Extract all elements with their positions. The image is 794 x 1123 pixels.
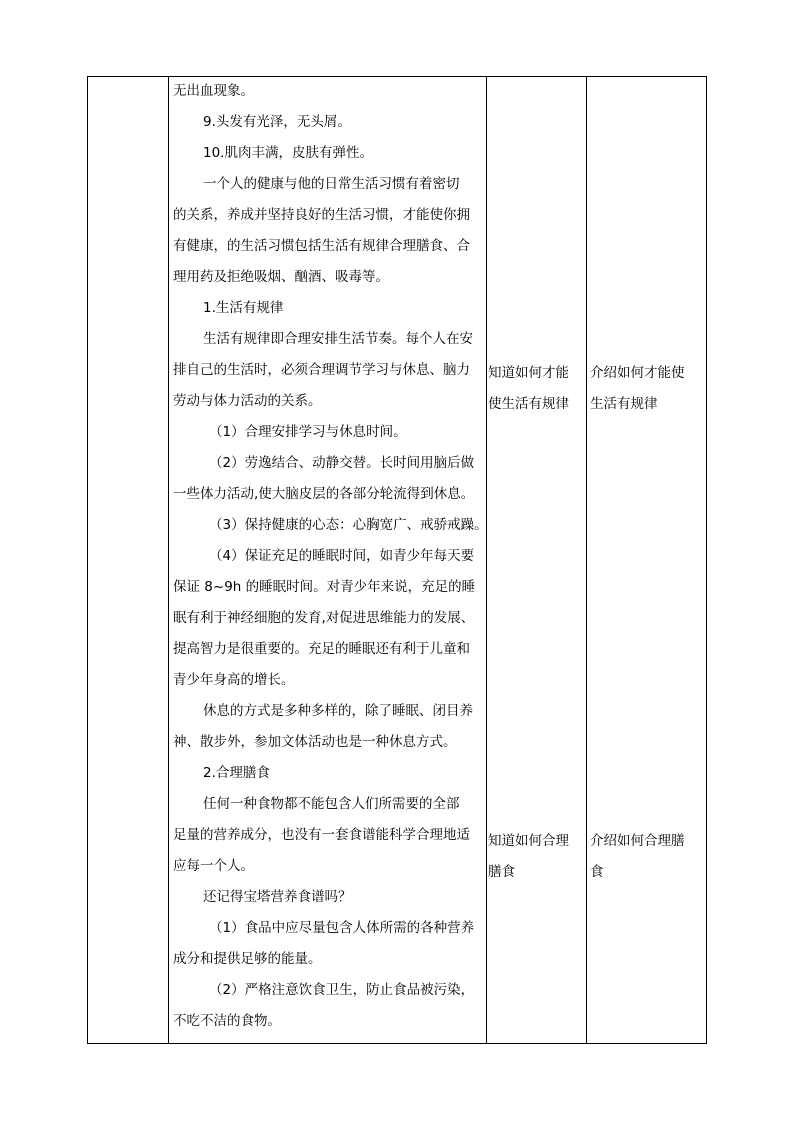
teacher-activity-2 [590, 826, 702, 888]
list-item: 不吃不洁的食物。 [173, 1013, 281, 1029]
goal-line: 知道如何才能 [488, 365, 569, 381]
list-item: （4）保证充足的睡眠时间，如青少年每天要 [209, 548, 475, 564]
text-line: 9.头发有光泽，无头屑。 [203, 114, 351, 130]
paragraph-line: 应每一个人。 [173, 858, 254, 874]
paragraph-line: 的关系，养成并坚持良好的生活习惯，才能使你拥 [173, 207, 470, 223]
learning-goal-1 [488, 358, 584, 420]
section-heading: 2.合理膳食 [203, 765, 270, 781]
activity-line: 食 [590, 864, 604, 880]
paragraph-line: 理用药及拒绝吸烟、酗酒、吸毒等。 [173, 269, 389, 285]
paragraph-line: 任何一种食物都不能包含人们所需要的全部 [203, 796, 460, 812]
paragraph-line: 有健康，的生活习惯包括生活有规律合理膳食、合 [173, 238, 470, 254]
list-item: 保证 8~9h 的睡眠时间。对青少年来说，充足的睡 [173, 579, 476, 595]
list-item: （2）劳逸结合、动静交替。长时间用脑后做 [209, 455, 475, 471]
paragraph-line: 足量的营养成分，也没有一套食谱能科学合理地适 [173, 827, 470, 843]
column-divider [586, 77, 587, 1043]
paragraph-line: 劳动与体力活动的关系。 [173, 393, 322, 409]
list-item: （1）合理安排学习与休息时间。 [209, 424, 407, 440]
goal-line: 使生活有规律 [488, 396, 569, 412]
list-item: （2）严格注意饮食卫生，防止食品被污染， [209, 982, 475, 998]
column-divider [168, 77, 169, 1043]
activity-line: 介绍如何才能使 [590, 365, 685, 381]
paragraph-line: 休息的方式是多种多样的，除了睡眠、闭目养 [203, 703, 473, 719]
teacher-activity-1 [590, 358, 702, 420]
paragraph-line: 神、散步外，参加文体活动也是一种休息方式。 [173, 734, 457, 750]
list-item: 成分和提供足够的能量。 [173, 951, 322, 967]
activity-line: 生活有规律 [590, 396, 658, 412]
text-line: 无出血现象。 [173, 83, 254, 99]
list-item: 一些体力活动,使大脑皮层的各部分轮流得到休息。 [173, 486, 475, 502]
lesson-table [87, 76, 707, 1044]
list-item: 提高智力是很重要的。充足的睡眠还有利于儿童和 [173, 641, 470, 657]
list-item: 青少年身高的增长。 [173, 672, 295, 688]
list-item: （3）保持健康的心态：心胸宽广、戒骄戒躁。 [209, 517, 488, 533]
list-item: 眠有利于神经细胞的发育,对促进思维能力的发展、 [173, 610, 475, 626]
paragraph-line: 排自己的生活时，必须合理调节学习与休息、脑力 [173, 362, 470, 378]
goal-line: 知道如何合理 [488, 833, 569, 849]
activity-line: 介绍如何合理膳 [590, 833, 685, 849]
paragraph-line: 一个人的健康与他的日常生活习惯有着密切 [203, 176, 460, 192]
teaching-content-cell [170, 77, 486, 1037]
list-item: （1）食品中应尽量包含人体所需的各种营养 [209, 920, 475, 936]
goal-line: 膳食 [488, 864, 515, 880]
column-divider [486, 77, 487, 1043]
paragraph-line: 生活有规律即合理安排生活节奏。每个人在安 [203, 331, 473, 347]
text-line: 10.肌肉丰满，皮肤有弹性。 [203, 145, 373, 161]
learning-goal-2 [488, 826, 584, 888]
paragraph-line: 还记得宝塔营养食谱吗？ [203, 889, 352, 905]
section-heading: 1.生活有规律 [203, 300, 284, 316]
